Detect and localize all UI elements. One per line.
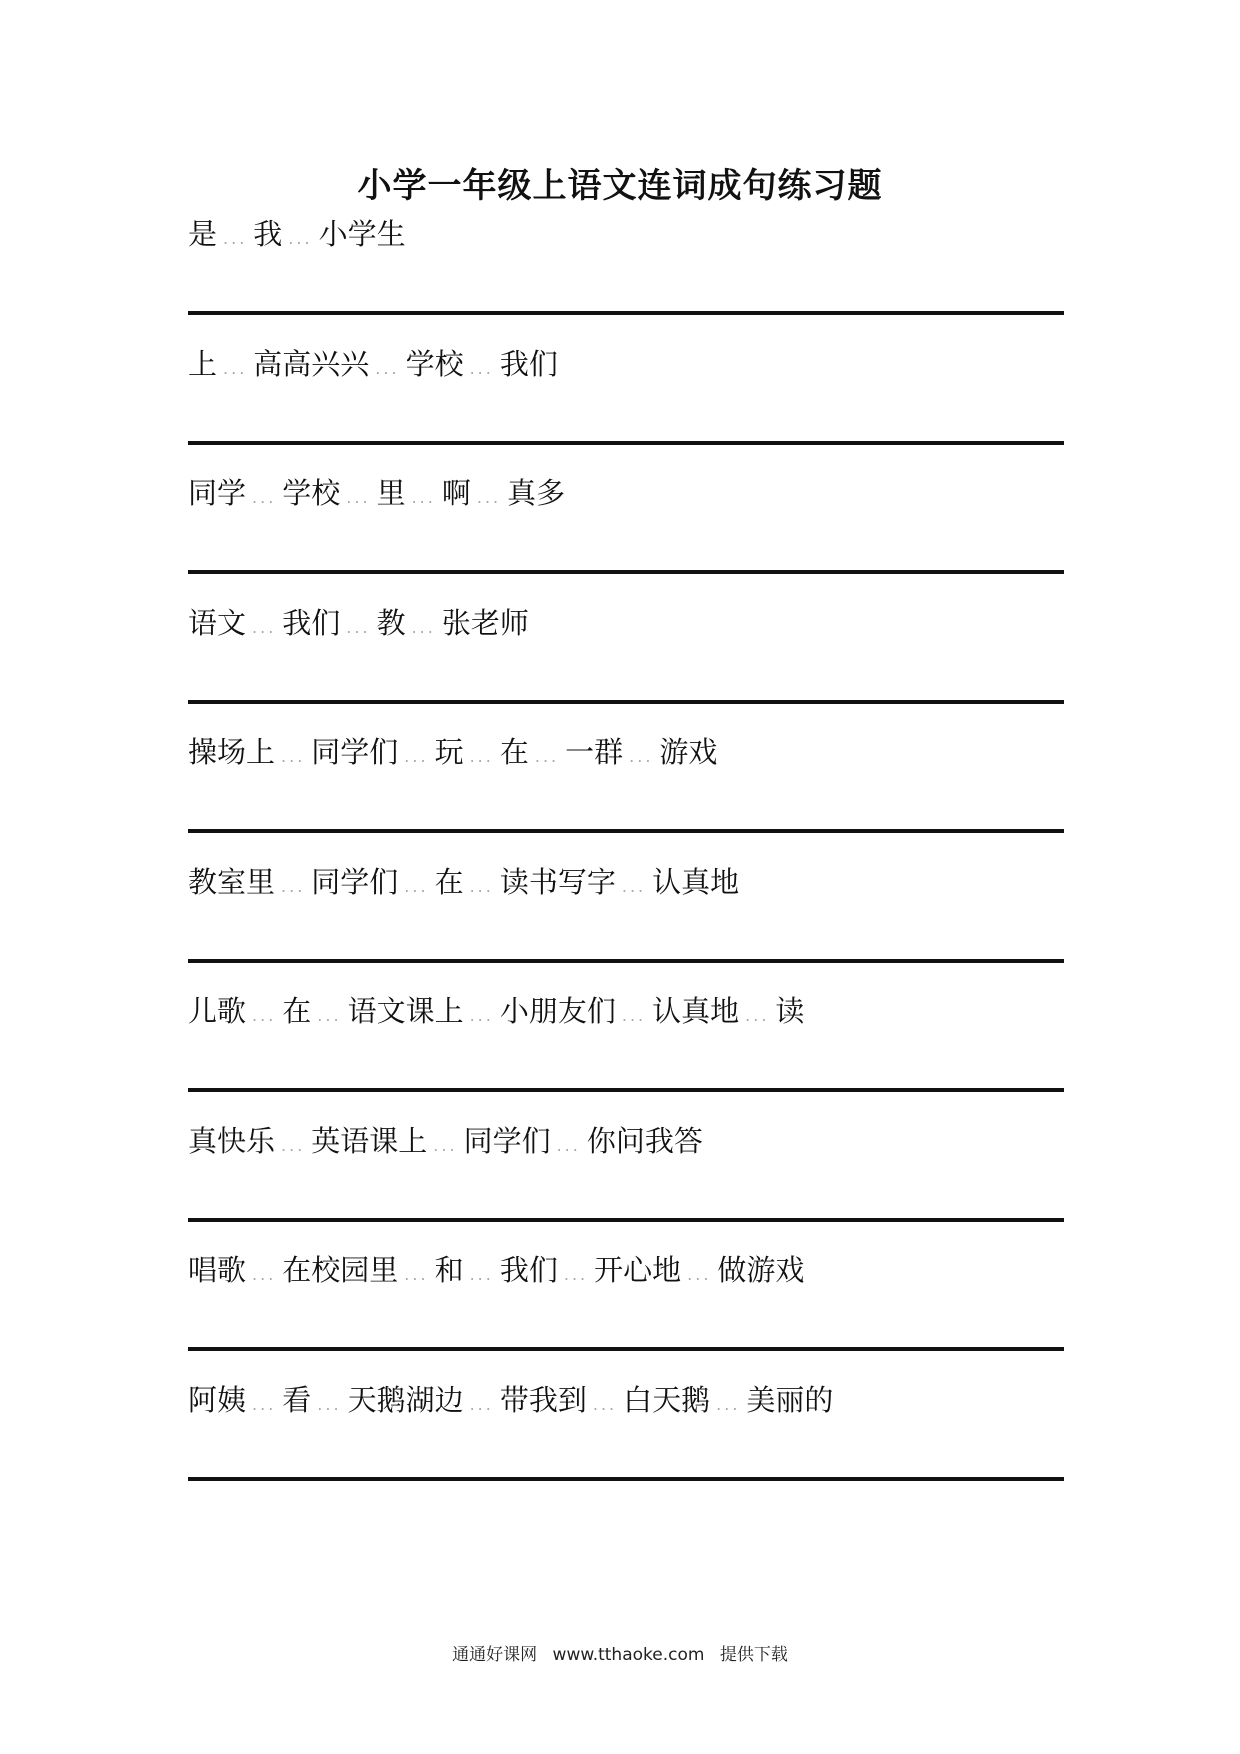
word-token: 啊 [441, 476, 471, 510]
word-separator: ... [404, 1265, 429, 1284]
answer-line[interactable] [188, 959, 1064, 963]
word-token: 认真地 [652, 994, 740, 1028]
word-token: 美丽的 [746, 1382, 834, 1417]
word-separator: ... [281, 747, 306, 766]
word-separator: ... [281, 1135, 306, 1155]
word-separator: ... [745, 1006, 770, 1025]
word-token: 做游戏 [717, 1253, 805, 1287]
word-separator: ... [281, 876, 306, 896]
word-separator: ... [621, 876, 647, 896]
word-group [188, 1250, 804, 1295]
word-group [188, 862, 739, 907]
word-token: 读书写字 [499, 864, 616, 899]
word-separator: ... [433, 1135, 458, 1155]
word-token: 我 [253, 217, 283, 251]
word-token: 是 [188, 217, 218, 251]
word-separator: ... [375, 358, 400, 378]
exercise-item [188, 848, 1064, 978]
page-title: 小学一年级上语文连词成句练习题 [357, 166, 883, 206]
word-token: 同学们 [463, 1123, 551, 1158]
word-separator: ... [252, 1006, 277, 1025]
word-token: 读 [775, 994, 805, 1028]
word-token: 带我到 [499, 1382, 587, 1417]
word-token: 高高兴兴 [253, 346, 370, 381]
word-separator: ... [563, 1265, 589, 1284]
word-token: 游戏 [659, 735, 718, 769]
answer-line[interactable] [188, 1088, 1064, 1092]
word-token: 小学生 [318, 217, 406, 251]
word-separator: ... [621, 1006, 647, 1025]
word-separator: ... [411, 488, 436, 507]
word-group [188, 991, 804, 1036]
answer-line[interactable] [188, 1218, 1064, 1222]
word-token: 你问我答 [586, 1123, 703, 1158]
word-token: 儿歌 [188, 994, 247, 1028]
word-token: 我们 [499, 346, 558, 381]
exercise-item [188, 200, 1064, 330]
word-separator: ... [346, 488, 371, 507]
word-separator: ... [404, 747, 429, 766]
word-token: 教室里 [188, 864, 276, 899]
word-separator: ... [469, 1006, 494, 1025]
word-separator: ... [476, 488, 502, 507]
answer-line[interactable] [188, 441, 1064, 445]
word-separator: ... [469, 358, 494, 378]
word-separator: ... [716, 1394, 741, 1414]
word-separator: ... [556, 1135, 581, 1155]
word-token: 玩 [434, 735, 464, 769]
word-token: 阿姨 [188, 1382, 247, 1417]
word-separator: ... [252, 617, 277, 637]
word-token: 唱歌 [188, 1253, 247, 1287]
word-token: 同学 [188, 476, 247, 510]
answer-line[interactable] [188, 829, 1064, 833]
word-separator: ... [317, 1006, 342, 1025]
word-token: 语文 [188, 605, 247, 640]
exercise-item [188, 459, 1064, 589]
word-separator: ... [346, 617, 371, 637]
word-token: 教 [376, 605, 406, 640]
word-separator: ... [592, 1394, 618, 1414]
word-token: 开心地 [594, 1253, 682, 1287]
exercise-item [188, 330, 1064, 460]
word-token: 我们 [282, 605, 341, 640]
word-separator: ... [223, 358, 248, 378]
word-token: 在 [434, 864, 464, 899]
word-token: 同学们 [311, 735, 399, 769]
word-separator: ... [629, 747, 654, 766]
word-token: 真多 [507, 476, 566, 510]
footer-suffix: 提供下载 [719, 1645, 788, 1665]
exercise-item [188, 718, 1064, 848]
exercise-item [188, 1107, 1064, 1237]
answer-line[interactable] [188, 570, 1064, 574]
word-token: 学校 [282, 476, 341, 510]
word-group [188, 344, 558, 389]
word-token: 真快乐 [188, 1123, 276, 1158]
answer-line[interactable] [188, 311, 1064, 315]
answer-line[interactable] [188, 1347, 1064, 1351]
footer-site-name: 通通好课网 [452, 1645, 538, 1665]
exercise-item [188, 1366, 1064, 1496]
exercise-item [188, 589, 1064, 719]
word-separator: ... [534, 747, 560, 766]
word-group [188, 214, 406, 259]
word-group [188, 603, 529, 648]
word-separator: ... [469, 876, 494, 896]
word-separator: ... [411, 617, 436, 637]
word-token: 学校 [405, 346, 464, 381]
word-token: 看 [282, 1382, 312, 1417]
word-separator: ... [404, 876, 429, 896]
word-token: 在校园里 [282, 1253, 399, 1287]
word-separator: ... [469, 1394, 494, 1414]
word-token: 同学们 [311, 864, 399, 899]
word-separator: ... [469, 747, 494, 766]
word-token: 小朋友们 [499, 994, 616, 1028]
exercise-item [188, 977, 1064, 1107]
word-group [188, 732, 717, 777]
word-group [188, 1380, 833, 1425]
word-separator: ... [223, 229, 248, 248]
answer-line[interactable] [188, 1477, 1064, 1481]
word-separator: ... [687, 1265, 712, 1284]
word-token: 在 [499, 735, 529, 769]
word-token: 白天鹅 [623, 1382, 711, 1417]
word-token: 一群 [565, 735, 624, 769]
word-token: 英语课上 [311, 1123, 428, 1158]
word-token: 里 [376, 476, 406, 510]
word-group [188, 1121, 703, 1166]
word-token: 操场上 [188, 735, 276, 769]
word-separator: ... [252, 1265, 277, 1284]
word-token: 认真地 [652, 864, 740, 899]
word-token: 在 [282, 994, 312, 1028]
footer [0, 1640, 1240, 1665]
word-separator: ... [469, 1265, 494, 1284]
word-group [188, 473, 565, 518]
word-separator: ... [317, 1394, 342, 1414]
word-token: 天鹅湖边 [347, 1382, 464, 1417]
word-token: 和 [434, 1253, 464, 1287]
answer-line[interactable] [188, 700, 1064, 704]
word-token: 张老师 [441, 605, 529, 640]
footer-url: www.tthaoke.com [552, 1645, 705, 1665]
word-token: 上 [188, 346, 218, 381]
word-separator: ... [252, 1394, 277, 1414]
word-token: 语文课上 [347, 994, 464, 1028]
word-separator: ... [252, 488, 277, 507]
exercise-item [188, 1236, 1064, 1366]
word-token: 我们 [499, 1253, 558, 1287]
word-separator: ... [288, 229, 313, 248]
